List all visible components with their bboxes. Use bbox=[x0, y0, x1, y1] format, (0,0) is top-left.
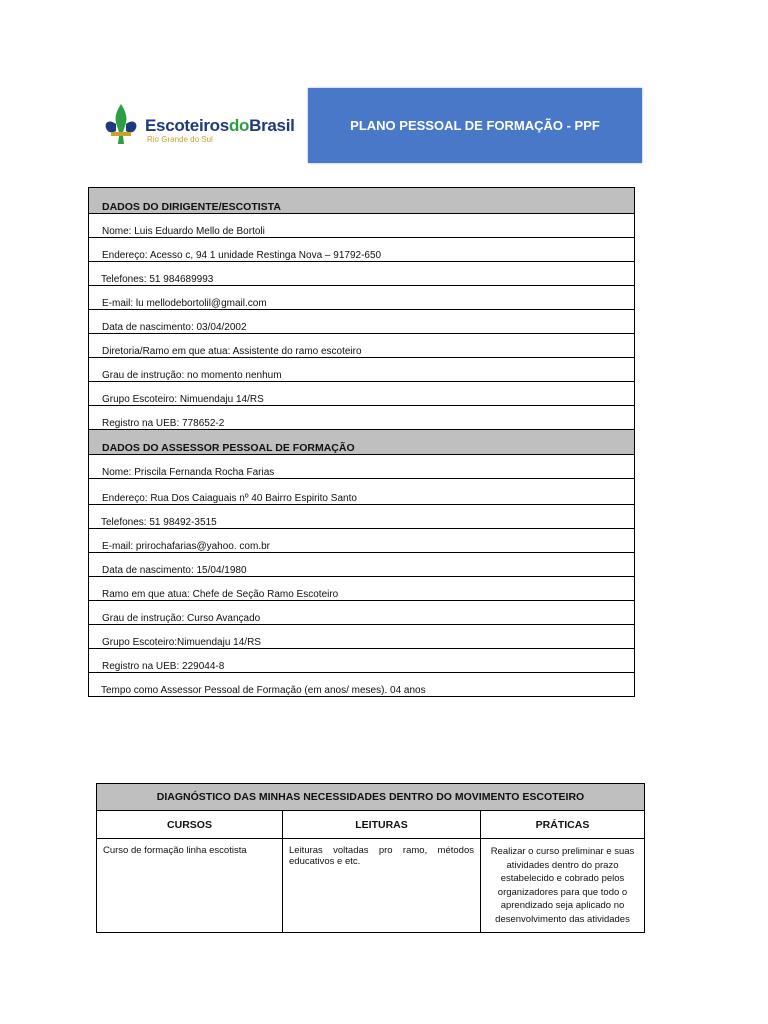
diagnosis-header-row bbox=[97, 811, 645, 839]
diagnosis-title-row bbox=[97, 784, 645, 811]
personal-data-table bbox=[88, 187, 635, 697]
fleur-de-lis-icon bbox=[102, 102, 140, 148]
cell-cursos: Curso de formação linha escotista bbox=[97, 839, 283, 933]
table-row: Nome: Luis Eduardo Mello de Bortoli bbox=[89, 214, 635, 238]
table-row: E-mail: lu mellodebortolil@gmail.com bbox=[89, 286, 635, 310]
diagnosis-table bbox=[96, 783, 645, 933]
section-heading-assessor: DADOS DO ASSESSOR PESSOAL DE FORMAÇÃO bbox=[89, 430, 635, 455]
table-row: Telefones: 51 98492-3515 bbox=[89, 505, 635, 529]
cell-praticas: Realizar o curso preliminar e suas atividades dentro do prazo estabelecido e cobrado pelos organizadores para que todo o aprendizado seja aplicado no desenvolvimento das atividades bbox=[481, 839, 645, 933]
table-row: Grupo Escoteiro:Nimuendaju 14/RS bbox=[89, 625, 635, 649]
table-row: Tempo como Assessor Pessoal de Formação (em anos/ meses). 04 anos bbox=[89, 673, 635, 697]
section-heading-dirigente: DADOS DO DIRIGENTE/ESCOTISTA bbox=[89, 188, 635, 214]
table-row: Nome: Priscila Fernanda Rocha Farias bbox=[89, 455, 635, 479]
table-row: Endereço: Acesso c, 94 1 unidade Restinga Nova – 91792-650 bbox=[89, 238, 635, 262]
banner-title: PLANO PESSOAL DE FORMAÇÃO - PPF bbox=[350, 118, 600, 133]
table-row bbox=[97, 839, 645, 933]
table-row: Grau de instrução: no momento nenhum bbox=[89, 358, 635, 382]
title-banner bbox=[308, 88, 642, 163]
column-header-leituras: LEITURAS bbox=[283, 811, 481, 839]
column-header-praticas: PRÁTICAS bbox=[481, 811, 645, 839]
table-row: Data de nascimento: 03/04/2002 bbox=[89, 310, 635, 334]
logo-region: Rio Grande do Sul bbox=[147, 135, 213, 144]
table-row: Data de nascimento: 15/04/1980 bbox=[89, 553, 635, 577]
table-row: Registro na UEB: 229044-8 bbox=[89, 649, 635, 673]
table-row: Telefones: 51 984689993 bbox=[89, 262, 635, 286]
logo-brand: EscoteirosdoBrasil bbox=[145, 116, 295, 135]
table-row: Diretoria/Ramo em que atua: Assistente do ramo escoteiro bbox=[89, 334, 635, 358]
table-row: Grau de instrução: Curso Avançado bbox=[89, 601, 635, 625]
escoteiros-logo bbox=[100, 100, 300, 150]
table-row: Ramo em que atua: Chefe de Seção Ramo Escoteiro bbox=[89, 577, 635, 601]
diagnosis-title: DIAGNÓSTICO DAS MINHAS NECESSIDADES DENTRO DO MOVIMENTO ESCOTEIRO bbox=[97, 784, 645, 811]
table-row: Registro na UEB: 778652-2 bbox=[89, 406, 635, 430]
table-row: E-mail: prirochafarias@yahoo. com.br bbox=[89, 529, 635, 553]
cell-leituras: Leituras voltadas pro ramo, métodos educativos e etc. bbox=[283, 839, 481, 933]
table-row: Endereço: Rua Dos Caiaguais nº 40 Bairro Espirito Santo bbox=[89, 479, 635, 505]
table-row: Grupo Escoteiro: Nimuendaju 14/RS bbox=[89, 382, 635, 406]
column-header-cursos: CURSOS bbox=[97, 811, 283, 839]
